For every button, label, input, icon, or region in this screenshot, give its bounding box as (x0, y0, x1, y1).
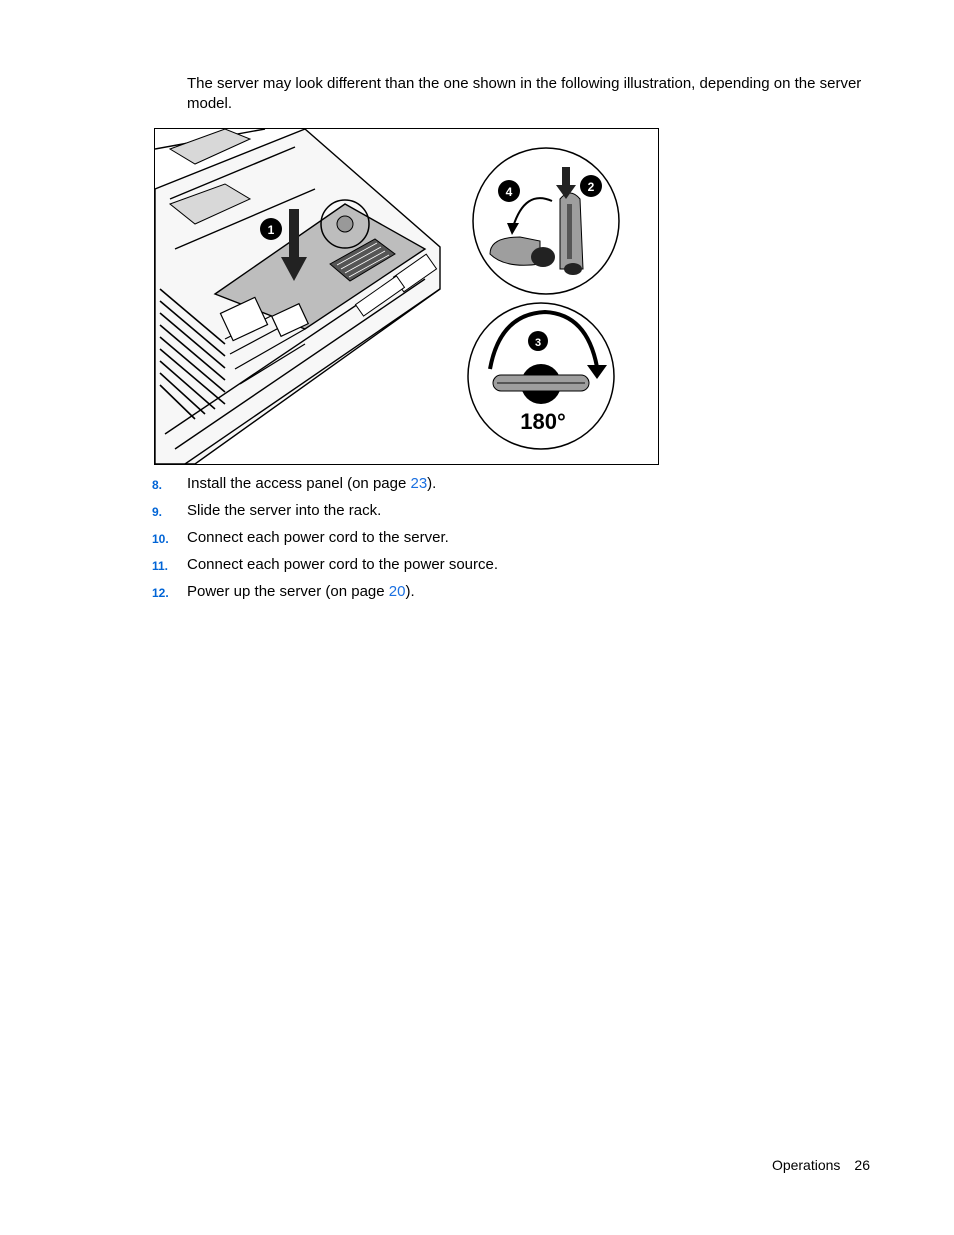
server-illustration (154, 128, 659, 465)
callout-1-label: 1 (267, 223, 275, 237)
step-item (152, 500, 852, 527)
page-link[interactable]: 23 (410, 475, 428, 492)
step-list (152, 473, 852, 608)
page-footer (772, 1157, 870, 1173)
step-item (152, 581, 852, 608)
step-number: 11. (152, 559, 169, 573)
step-text: Power up the server (on page 20). (187, 583, 415, 600)
page-link[interactable]: 20 (388, 583, 406, 600)
illustration-svg (155, 129, 658, 464)
detail-circle-latch (473, 148, 619, 294)
step-item (152, 554, 852, 581)
step-text: Connect each power cord to the server. (187, 529, 449, 546)
step-text: Connect each power cord to the power source. (187, 556, 499, 573)
step-number: 10. (152, 532, 169, 546)
callout-4-label: 4 (505, 185, 513, 199)
callout-2-label: 2 (587, 180, 595, 194)
intro-paragraph: The server may look different than the one shown in the following illustration, depending on the server model. (187, 75, 862, 112)
step-number: 8. (152, 478, 163, 492)
step-text: Install the access panel (on page 23). (187, 475, 437, 492)
callout-1 (260, 218, 282, 240)
step-item (152, 473, 852, 500)
step-number: 12. (152, 586, 169, 600)
step-item (152, 527, 852, 554)
page-number: 26 (854, 1157, 870, 1173)
footer-section: Operations (771, 1157, 841, 1173)
step-text: Slide the server into the rack. (187, 502, 382, 519)
detail-circle-rotation (468, 303, 614, 449)
step-number: 9. (152, 505, 163, 519)
rotation-label: 180° (520, 409, 566, 434)
callout-3-label: 3 (534, 337, 542, 349)
